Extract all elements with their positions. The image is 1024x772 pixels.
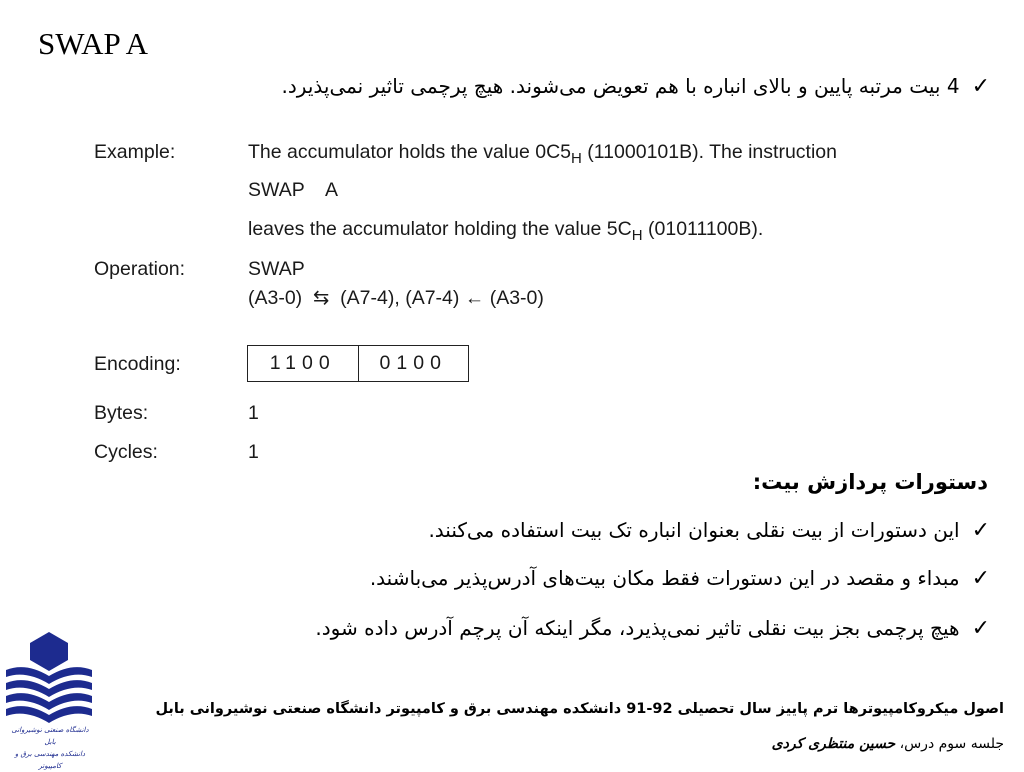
bullet-text: این دستورات از بیت نقلی بعنوان انباره تک بیت استفاده می‌کنند. [428,518,960,542]
bullet-item [315,616,990,641]
bullet-item [428,518,990,543]
encoding-table [247,345,469,382]
bullet-item [370,566,990,591]
operation-line-2: (A3-0) ⇆ (A7-4), (A7-4) ← (A3-0) [248,287,544,309]
operation-label: Operation: [94,258,186,280]
operation-line-1: SWAP [248,258,305,280]
bytes-value: 1 [248,402,259,424]
checkmark-icon: ✓ [971,566,990,591]
checkmark-icon: ✓ [971,518,990,543]
bullet-text: 4 بیت مرتبه پایین و بالای انباره با هم تعویض می‌شوند. هیچ پرچمی تاثیر نمی‌پذیرد. [281,74,960,98]
bullet-text: هیچ پرچمی بجز بیت نقلی تاثیر نمی‌پذیرد، مگر اینکه آن پرچم آدرس داده شود. [315,616,960,640]
logo-caption: دانشگاه صنعتی نوشیروانی بابل دانشکده مهندسی برق و کامپیوتر [11,726,89,770]
footer-session-info: جلسه سوم درس، حسین منتظری کردی [771,736,1004,752]
encoding-low-nibble: 0100 [358,346,469,381]
slide-title: SWAP A [38,26,148,61]
footer-course-info: اصول میکروکامپیوترها ترم پاییز سال تحصیلی 92-91 دانشکده مهندسی برق و کامپیوتر دانشگاه صنعتی نوشیروانی بابل [155,701,1004,717]
author-name: حسین منتظری کردی [771,736,896,752]
cycles-label: Cycles: [94,441,158,463]
section-heading: دستورات پردازش بیت: [752,470,988,494]
example-line-3: leaves the accumulator holding the value $5C_H$ (01011100B). [248,218,764,244]
encoding-label: Encoding: [94,353,181,375]
example-label: Example: [94,141,176,163]
bullet-text: مبداء و مقصد در این دستورات فقط مکان بیت‌های آدرس‌پذیر می‌باشند. [369,566,960,590]
checkmark-icon: ✓ [971,74,990,99]
checkmark-icon: ✓ [971,616,990,641]
encoding-high-nibble: 1100 [269,352,336,374]
example-line-1: The accumulator holds the value $0C5_H$ (11000101B). The instruction [248,141,837,167]
bytes-label: Bytes: [94,402,149,424]
example-line-2: SWAP A [248,179,338,201]
cycles-value: 1 [248,441,259,463]
